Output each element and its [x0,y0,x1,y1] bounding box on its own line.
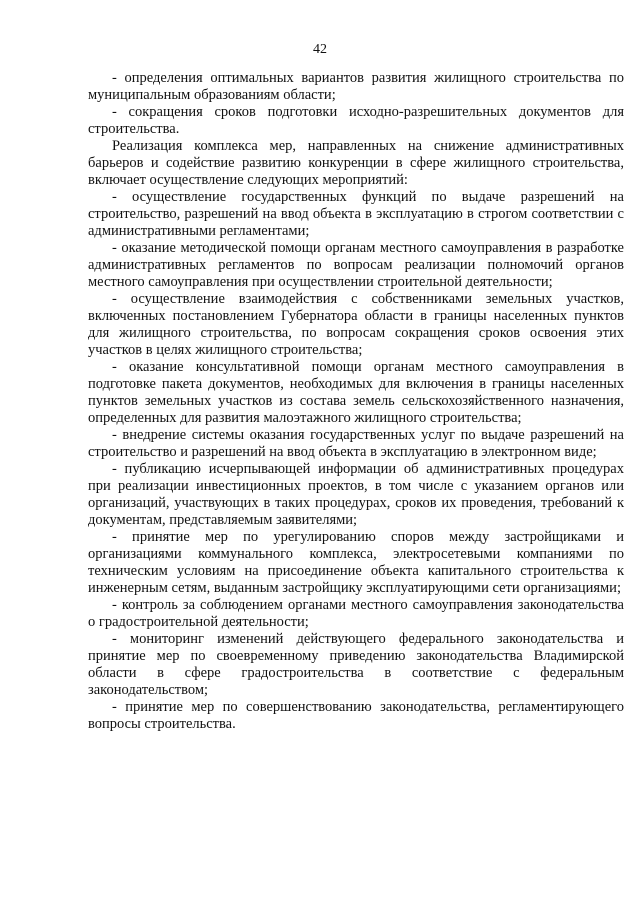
paragraph-1: - определения оптимальных вариантов развития жилищного строительства по муниципальным образованиям области; [88,70,624,103]
paragraph-8: - внедрение системы оказания государственных услуг по выдаче разрешений на строительство и разрешений на ввод объекта в эксплуатацию в электронном виде; [88,427,624,460]
document-body [88,70,624,733]
paragraph-10: - принятие мер по урегулированию споров между застройщиками и организациями коммунального комплекса, электросетевыми компаниями по техническим условиям на присоединение объекта капитального строительства к инженерным сетям, выданным застройщику эксплуатирующими сети организациями; [88,529,624,596]
paragraph-12: - мониторинг изменений действующего федерального законодательства и принятие мер по своевременному приведению законодательства Владимирской области в сфере градостроительства в соответствие с федеральным законодательством; [88,631,624,698]
paragraph-3: Реализация комплекса мер, направленных на снижение административных барьеров и содействие развитию конкуренции в сфере жилищного строительства, включает осуществление следующих мероприятий: [88,138,624,188]
paragraph-6: - осуществление взаимодействия с собственниками земельных участков, включенных постановлением Губернатора области в границы населенных пунктов для жилищного строительства, по вопросам сокращения сроков освоения этих участков в целях жилищного строительства; [88,291,624,358]
paragraph-7: - оказание консультативной помощи органам местного самоуправления в подготовке пакета документов, необходимых для включения в границы населенных пунктов земельных участков из состава земель сельскохозяйственного назначения, определенных для развития малоэтажного жилищного строительства; [88,359,624,426]
paragraph-2: - сокращения сроков подготовки исходно-разрешительных документов для строительства. [88,104,624,137]
paragraph-9: - публикацию исчерпывающей информации об административных процедурах при реализации инвестиционных проектов, в том числе с указанием органов или организаций, участвующих в таких процедурах, сроков их проведения, требований к документам, представляемым заявителями; [88,461,624,528]
page-number: 42 [313,42,327,57]
paragraph-11: - контроль за соблюдением органами местного самоуправления законодательства о градостроительной деятельности; [88,597,624,630]
paragraph-13: - принятие мер по совершенствованию законодательства, регламентирующего вопросы строительства. [88,699,624,732]
paragraph-5: - оказание методической помощи органам местного самоуправления в разработке административных регламентов по вопросам реализации полномочий органов местного самоуправления при осуществлении строительной деятельности; [88,240,624,290]
paragraph-4: - осуществление государственных функций по выдаче разрешений на строительство, разрешений на ввод объекта в эксплуатацию в строгом соответствии с административными регламентами; [88,189,624,239]
